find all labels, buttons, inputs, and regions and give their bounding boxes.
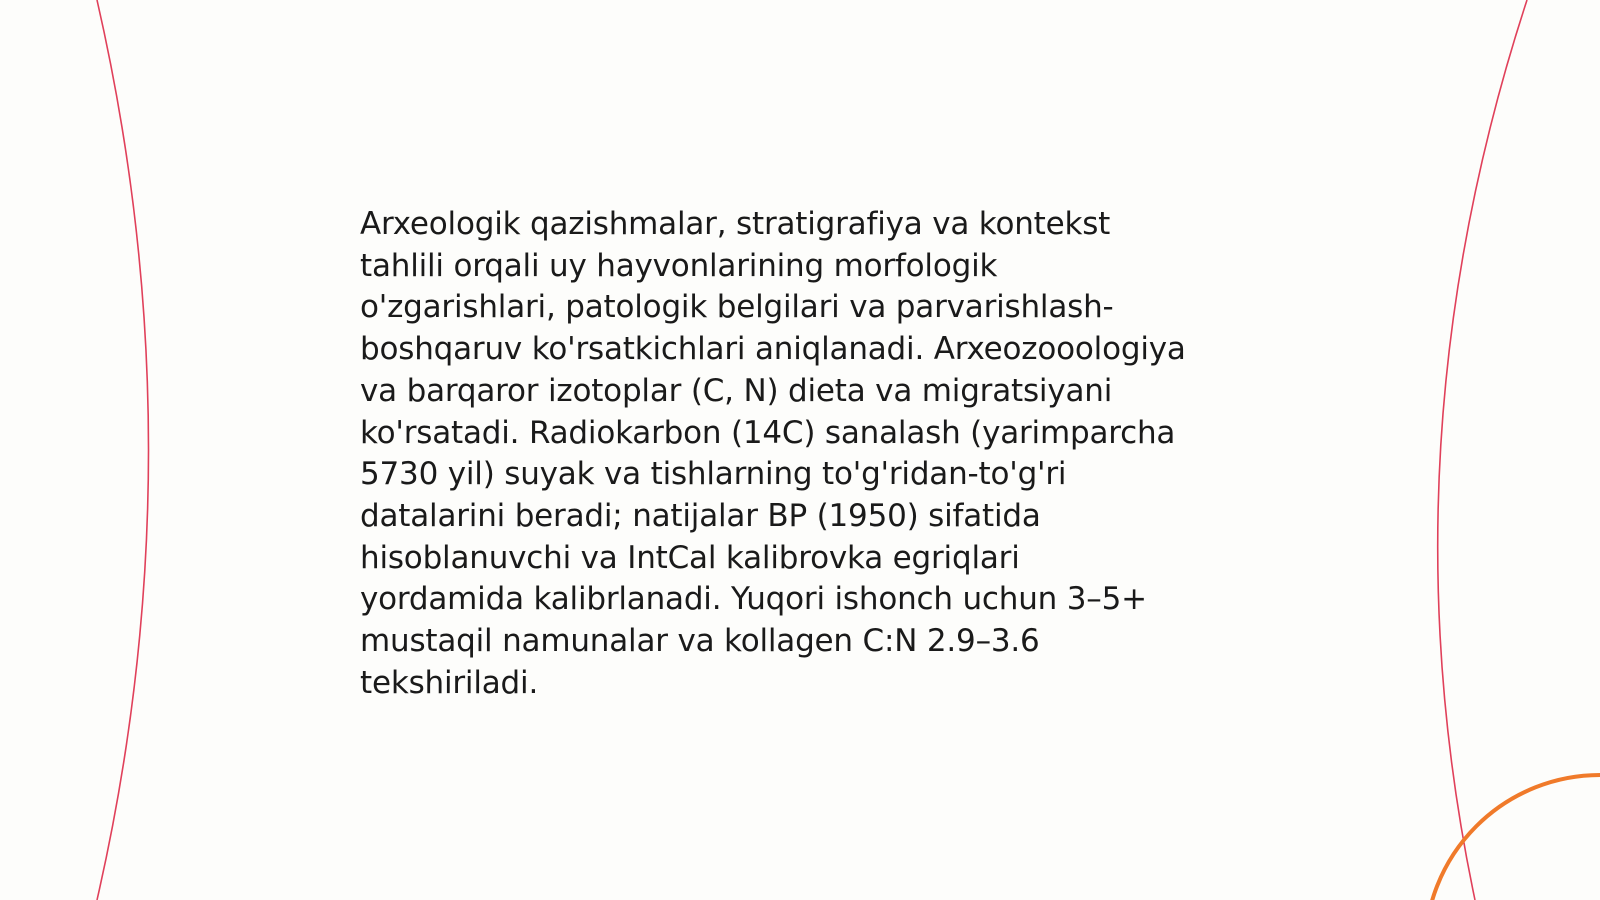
text-line: datalarini beradi; natijalar BP (1950) sifatida <box>360 497 1041 534</box>
left-arc <box>97 0 149 900</box>
text-line: boshqaruv ko'rsatkichlari aniqlanadi. Arxeozooologiya <box>360 331 1186 368</box>
right-arc <box>1438 0 1527 900</box>
text-line: hisoblanuvchi va IntCal kalibrovka egriqlari <box>360 539 1020 576</box>
text-line: tahlili orqali uy hayvonlarining morfologik <box>360 247 998 284</box>
text-line: ko'rsatadi. Radiokarbon (14C) sanalash (yarimparcha <box>360 414 1176 451</box>
text-line: Arxeologik qazishmalar, stratigrafiya va kontekst <box>360 206 1111 242</box>
text-line: yordamida kalibrlanadi. Yuqori ishonch uchun 3–5+ <box>360 581 1147 618</box>
orange-circle <box>1425 775 1600 900</box>
text-line: tekshiriladi. <box>360 664 539 701</box>
text-line: 5730 yil) suyak va tishlarning to'g'ridan-to'g'ri <box>360 456 1067 493</box>
text-line: mustaqil namunalar va kollagen C:N 2.9–3.6 <box>360 623 1040 660</box>
text-line: va barqaror izotoplar (C, N) dieta va migratsiyani <box>360 372 1113 409</box>
body-paragraph <box>360 204 1260 704</box>
text-line: o'zgarishlari, patologik belgilari va parvarishlash- <box>360 289 1114 326</box>
